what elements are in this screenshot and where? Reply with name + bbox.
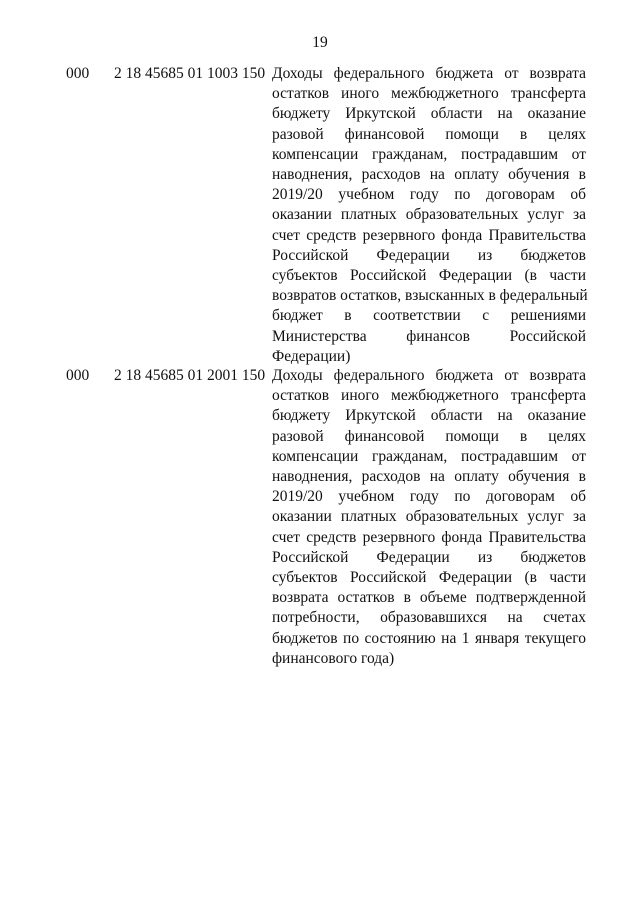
budget-classification-code: 2 18 45685 01 2001 150 xyxy=(114,367,266,384)
budget-classification-code: 2 18 45685 01 1003 150 xyxy=(114,65,266,82)
description-line: компенсации гражданам, пострадавшим от xyxy=(272,145,586,163)
description-line: Доходы федерального бюджета от возврата xyxy=(272,367,586,384)
description-line: наводнения, расходов на оплату обучения в xyxy=(272,166,586,184)
description-line: разовой финансовой помощи в целях xyxy=(272,427,586,445)
description-line: Федерации) xyxy=(272,347,351,365)
description-line: Российской Федерации из бюджетов xyxy=(272,548,586,566)
description-line: оказании платных образовательных услуг за xyxy=(272,206,586,224)
description-line: потребности, образовавшихся на счетах xyxy=(272,609,586,627)
description-line: счет средств резервного фонда Правительства xyxy=(272,528,586,546)
description-line: Доходы федерального бюджета от возврата xyxy=(272,65,586,82)
description-line: Министерства финансов Российской xyxy=(272,327,586,345)
description-line: бюджету Иркутской области на оказание xyxy=(272,105,586,123)
description-line: остатков иного межбюджетного трансферта xyxy=(272,85,586,103)
description-line: наводнения, расходов на оплату обучения в xyxy=(272,468,586,486)
description-line: Российской Федерации из бюджетов xyxy=(272,246,586,264)
description-line: счет средств резервного фонда Правительства xyxy=(272,226,586,244)
description-line: субъектов Российской Федерации (в части xyxy=(272,267,586,285)
description-line: бюджетов по состоянию на 1 января текущего xyxy=(272,629,586,647)
description-line: остатков иного межбюджетного трансферта xyxy=(272,387,586,405)
description-line: возвратов остатков, взысканных в федеральный xyxy=(272,287,588,305)
description-line: разовой финансовой помощи в целях xyxy=(272,125,586,143)
description-line: возврата остатков в объеме подтвержденной xyxy=(272,589,586,607)
description-line: оказании платных образовательных услуг за xyxy=(272,508,586,526)
description-line: 2019/20 учебном году по договорам об xyxy=(272,186,586,204)
entry-description xyxy=(272,64,586,367)
description-line: бюджету Иркутской области на оказание xyxy=(272,407,586,425)
description-line: компенсации гражданам, пострадавшим от xyxy=(272,447,586,465)
entry-description xyxy=(272,366,586,669)
description-line: 2019/20 учебном году по договорам об xyxy=(272,488,586,506)
admin-code: 000 xyxy=(66,65,90,82)
description-line: финансового года) xyxy=(272,649,395,667)
description-line: бюджет в соответствии с решениями xyxy=(272,307,586,325)
description-line: субъектов Российской Федерации (в части xyxy=(272,569,586,587)
admin-code: 000 xyxy=(66,367,90,384)
page-number: 19 xyxy=(312,34,328,51)
